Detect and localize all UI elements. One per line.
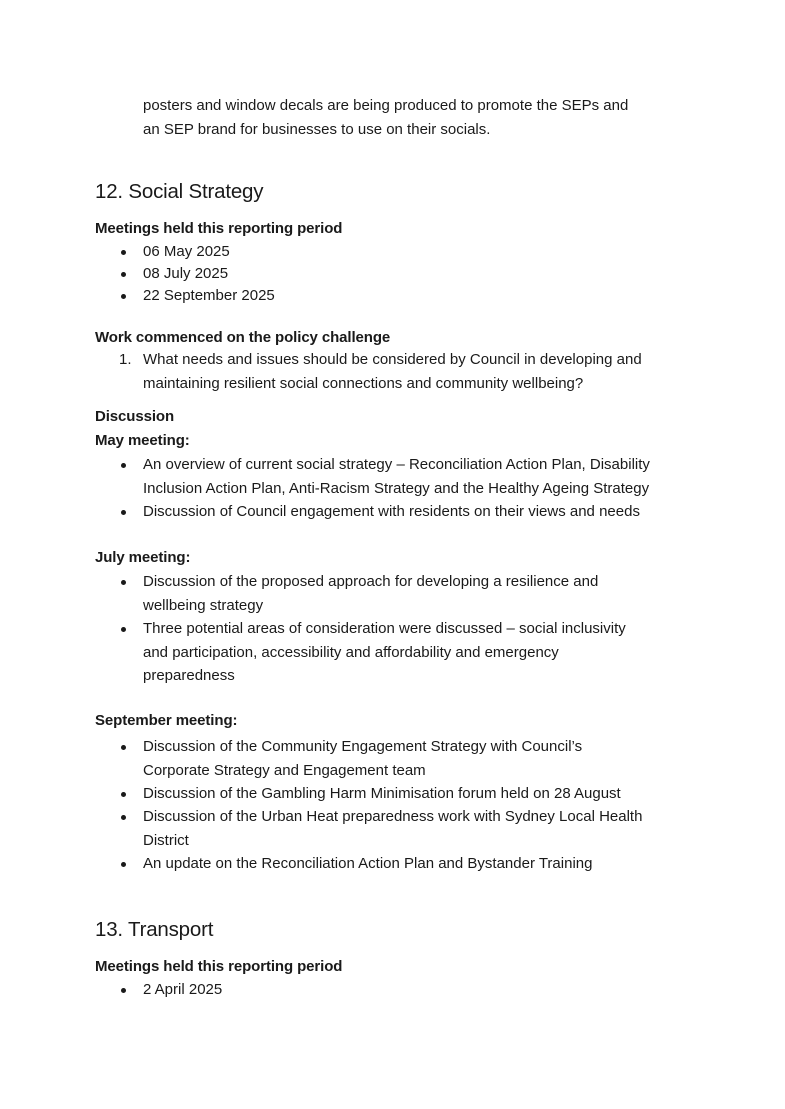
item-line: An overview of current social strategy – Reconciliation Action Plan, Disability (143, 456, 650, 473)
item-line: Discussion of the Gambling Harm Minimisation forum held on 28 August (143, 785, 621, 802)
bullet-icon (121, 627, 126, 632)
list-number: 1. (119, 351, 132, 368)
intro-line: an SEP brand for businesses to use on their socials. (143, 120, 491, 138)
item-text (143, 570, 743, 617)
intro-line: posters and window decals are being produced to promote the SEPs and (143, 97, 629, 114)
bullet-icon (121, 463, 126, 468)
bullet-icon (121, 862, 126, 867)
bullet-icon (121, 250, 126, 255)
item-line: preparedness (143, 667, 235, 684)
item-line: wellbeing strategy (143, 596, 264, 614)
section-12-heading: 12. Social Strategy (95, 180, 264, 203)
meeting-date: 2 April 2025 (143, 981, 223, 998)
item-line: Inclusion Action Plan, Anti-Racism Strategy and the Healthy Ageing Strategy (143, 479, 650, 497)
meeting-date: 06 May 2025 (143, 243, 230, 260)
bullet-icon (121, 815, 126, 820)
bullet-icon (121, 792, 126, 797)
bullet-icon (121, 745, 126, 750)
policy-line: What needs and issues should be considered by Council in developing and (143, 351, 642, 368)
item-line: Discussion of the Urban Heat preparedness work with Sydney Local Health (143, 808, 643, 825)
item-text (143, 453, 743, 500)
discussion-heading: Discussion (95, 408, 175, 425)
item-text (143, 782, 743, 806)
july-meeting-heading: July meeting: (95, 549, 191, 566)
intro-paragraph (143, 94, 628, 141)
september-meeting-heading: September meeting: (95, 712, 238, 729)
item-text (143, 805, 743, 852)
policy-heading: Work commenced on the policy challenge (95, 329, 391, 346)
may-meeting-heading: May meeting: (95, 432, 190, 449)
policy-question (143, 348, 743, 395)
item-line: Three potential areas of consideration were discussed – social inclusivity (143, 620, 626, 637)
item-text (143, 735, 743, 782)
bullet-icon (121, 510, 126, 515)
meetings-heading: Meetings held this reporting period (95, 220, 343, 237)
bullet-icon (121, 294, 126, 299)
bullet-icon (121, 580, 126, 585)
bullet-icon (121, 272, 126, 277)
policy-line: maintaining resilient social connections and community wellbeing? (143, 374, 584, 392)
item-line: and participation, accessibility and affordability and emergency (143, 643, 559, 661)
item-line: Corporate Strategy and Engagement team (143, 761, 426, 779)
meeting-date: 22 September 2025 (143, 287, 275, 304)
item-line: Discussion of the proposed approach for developing a resilience and (143, 573, 599, 590)
meetings-heading: Meetings held this reporting period (95, 958, 343, 975)
item-line: Discussion of the Community Engagement Strategy with Council’s (143, 738, 583, 755)
item-text (143, 852, 743, 876)
meeting-date: 08 July 2025 (143, 265, 229, 282)
item-text (143, 617, 743, 688)
item-text (143, 500, 743, 524)
item-line: An update on the Reconciliation Action Plan and Bystander Training (143, 855, 593, 872)
item-line: District (143, 831, 189, 849)
item-line: Discussion of Council engagement with residents on their views and needs (143, 503, 640, 520)
bullet-icon (121, 988, 126, 993)
section-13-heading: 13. Transport (95, 918, 214, 941)
